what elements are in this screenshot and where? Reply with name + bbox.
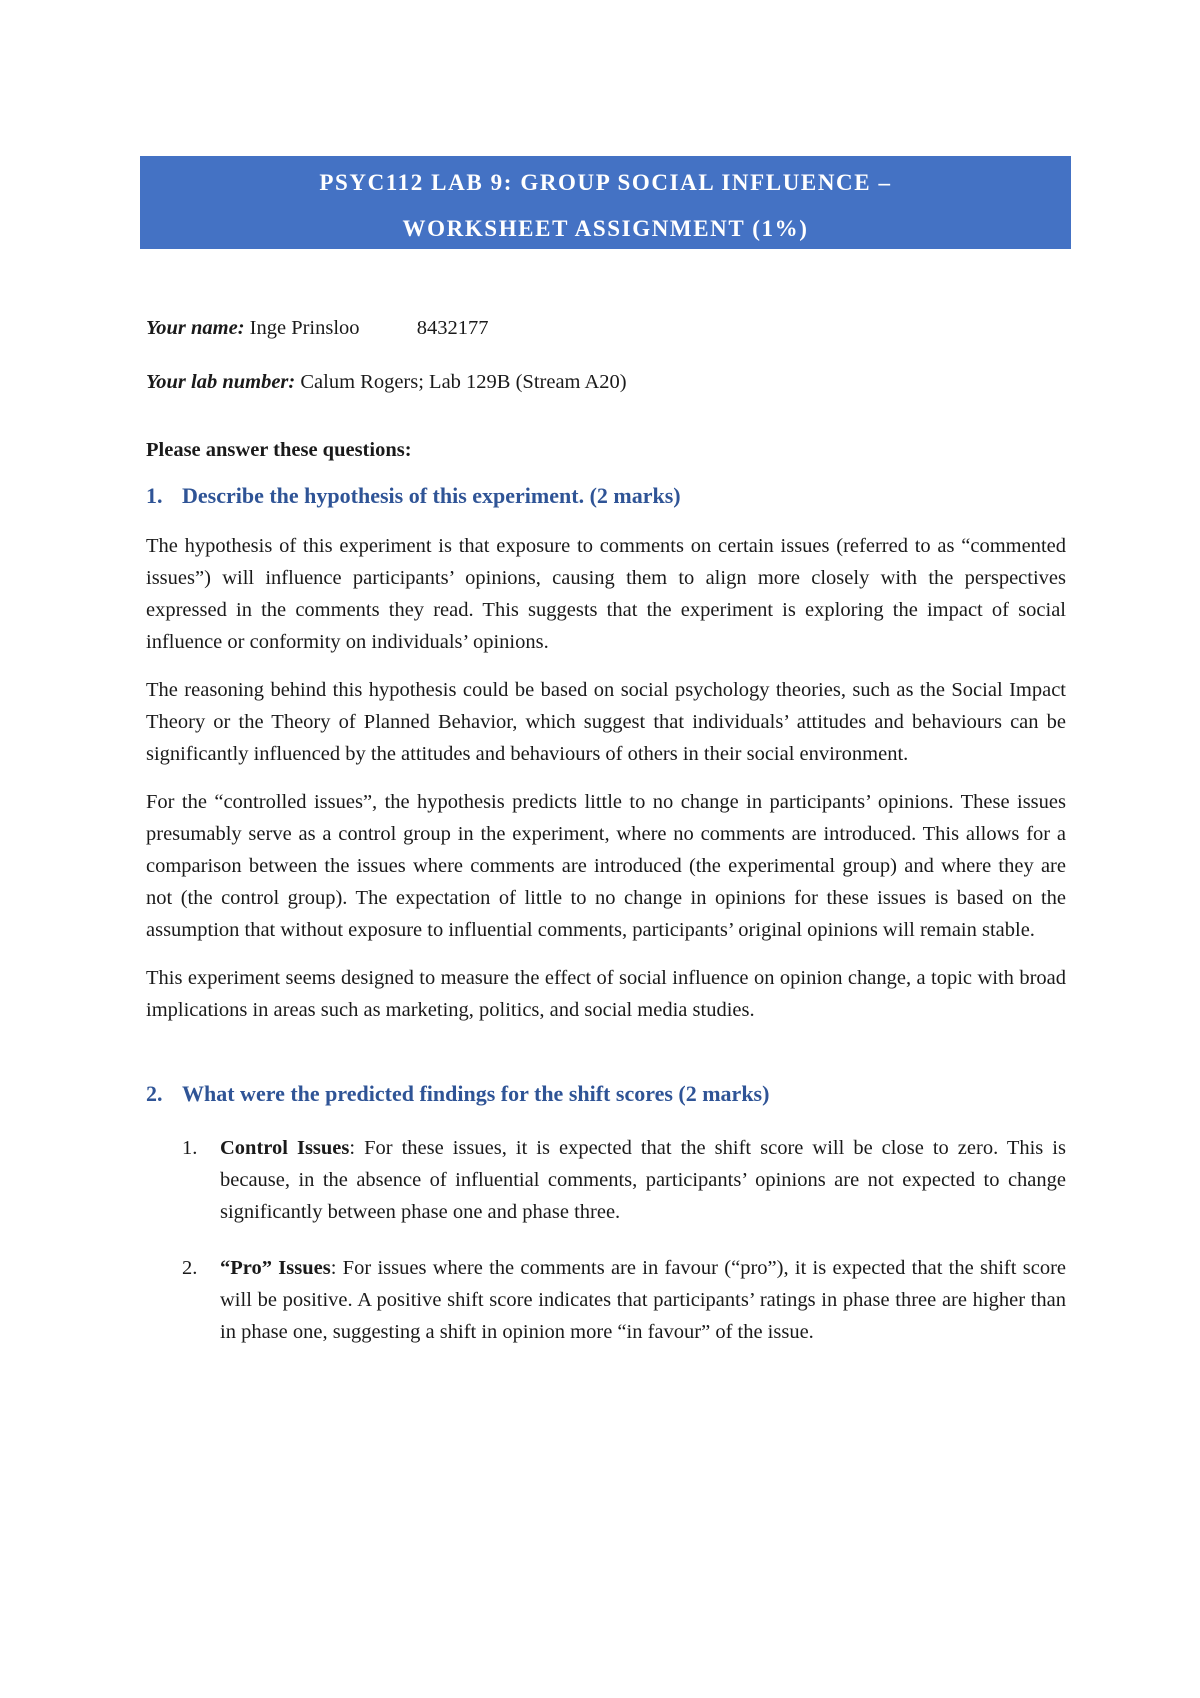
list-item-control-issues xyxy=(146,1132,1066,1228)
answer-1-paragraph-1: The hypothesis of this experiment is that exposure to comments on certain issues (referred to as “commented issues”) will influence participants’ opinions, causing them to align more closely with the perspectives expressed in the comments they read. This suggests that the experiment is exploring the impact of social influence or conformity on individuals’ opinions. xyxy=(146,535,1066,653)
lab-line xyxy=(146,366,1066,398)
question-2-title: What were the predicted findings for the shift scores (2 marks) xyxy=(182,1081,770,1106)
answer-1-paragraph-4: This experiment seems designed to measure the effect of social influence on opinion change, a topic with broad implications in areas such as marketing, politics, and social media studies. xyxy=(146,967,1066,1021)
student-id: 8432177 xyxy=(416,317,489,339)
title-line-1: PSYC112 LAB 9: GROUP SOCIAL INFLUENCE – xyxy=(319,170,892,195)
question-2-heading xyxy=(146,1078,1066,1110)
list-item-number: 2. xyxy=(182,1257,198,1279)
title-banner xyxy=(140,156,1071,249)
list-item-label: “Pro” Issues xyxy=(220,1257,331,1279)
list-item-text: : For these issues, it is expected that the shift score will be close to zero. This is because, in the absence of influential comments, participants’ opinions are not expected to change significantly between phase one and phase three. xyxy=(220,1137,1066,1223)
answer-1-paragraph-3: For the “controlled issues”, the hypothesis predicts little to no change in participants’ opinions. These issues presumably serve as a control group in the experiment, where no comments are introduced. This allows for a comparison between the issues where comments are introduced (the experimental group) and where they are not (the control group). The expectation of little to no change in opinions for these issues is based on the assumption that without exposure to influential comments, participants’ original opinions will remain stable. xyxy=(146,791,1066,941)
question-1-title: Describe the hypothesis of this experiment. (2 marks) xyxy=(182,483,681,508)
question-1-number: 1. xyxy=(146,483,163,508)
question-2-number: 2. xyxy=(146,1081,163,1106)
document-body xyxy=(146,312,1066,1372)
list-item-pro-issues xyxy=(146,1252,1066,1348)
name-line xyxy=(146,312,1066,344)
title-line-2: WORKSHEET ASSIGNMENT (1%) xyxy=(402,216,809,241)
name-label: Your name: xyxy=(146,317,245,339)
name-value: Inge Prinsloo xyxy=(249,317,360,339)
instructions-prompt: Please answer these questions: xyxy=(146,439,412,461)
list-item-label: Control Issues xyxy=(220,1137,350,1159)
answer-1-paragraph-2: The reasoning behind this hypothesis could be based on social psychology theories, such as the Social Impact Theory or the Theory of Planned Behavior, which suggest that individuals’ attitudes and behaviours can be significantly influenced by the attitudes and behaviours of others in their social environment. xyxy=(146,679,1066,765)
lab-value: Calum Rogers; Lab 129B (Stream A20) xyxy=(300,371,627,393)
list-item-text: : For issues where the comments are in favour (“pro”), it is expected that the shift score will be positive. A positive shift score indicates that participants’ ratings in phase three are higher than in phase one, suggesting a shift in opinion more “in favour” of the issue. xyxy=(220,1257,1066,1343)
lab-label: Your lab number: xyxy=(146,371,296,393)
list-item-number: 1. xyxy=(182,1137,198,1159)
question-1-heading xyxy=(146,480,1066,512)
